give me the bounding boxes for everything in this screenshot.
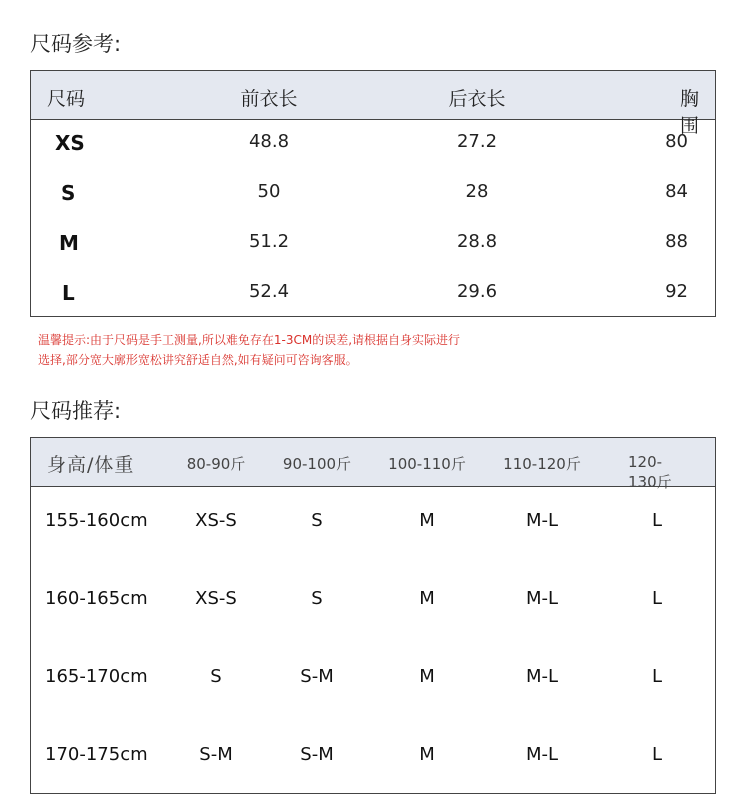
table-row <box>31 720 715 798</box>
recommended-size: S-M <box>300 666 334 687</box>
note-line-2: 选择,部分宽大廓形宽松讲究舒适自然,如有疑问可咨询客服。 <box>38 353 358 367</box>
recommended-size: L <box>651 744 663 765</box>
header-front-length: 前衣长 <box>240 88 298 110</box>
front-length-value: 52.4 <box>248 281 290 302</box>
height-range: 155-160cm <box>45 510 148 531</box>
table-row <box>31 564 715 642</box>
recommended-size: M-L <box>525 666 559 687</box>
recommended-size: S-M <box>300 744 334 765</box>
table-row <box>31 269 715 319</box>
recommended-size: M <box>419 510 435 531</box>
table-row <box>31 169 715 219</box>
recommended-size: L <box>651 510 663 531</box>
front-length-value: 50 <box>257 181 281 202</box>
recommended-size: XS-S <box>195 588 237 609</box>
size-label: M <box>59 231 79 255</box>
recommended-size: M <box>419 666 435 687</box>
chest-value: 88 <box>665 231 688 252</box>
recommended-size: L <box>651 666 663 687</box>
back-length-value: 29.6 <box>456 281 498 302</box>
header-height-weight: 身高/体重 <box>47 454 135 476</box>
recommended-size: S <box>311 510 323 531</box>
size-label: XS <box>55 131 85 155</box>
header-weight-range: 100-110斤 <box>388 455 466 473</box>
front-length-value: 48.8 <box>248 131 290 152</box>
recommended-size: S-M <box>199 744 233 765</box>
chest-value: 84 <box>665 181 688 202</box>
back-length-value: 28.8 <box>456 231 498 252</box>
recommended-size: M-L <box>525 588 559 609</box>
header-weight-range: 110-120斤 <box>503 455 581 473</box>
header-chest: 胸围 <box>679 88 699 137</box>
recommended-size: S <box>311 588 323 609</box>
size-reference-header <box>31 71 715 137</box>
chest-value: 92 <box>665 281 688 302</box>
header-weight-range: 120-130斤 <box>628 453 672 491</box>
recommended-size: M <box>419 588 435 609</box>
size-recommendation-table <box>30 437 716 794</box>
height-range: 160-165cm <box>45 588 148 609</box>
back-length-value: 28 <box>465 181 489 202</box>
header-weight-range: 80-90斤 <box>186 455 246 473</box>
recommended-size: XS-S <box>195 510 237 531</box>
measurement-note <box>38 330 558 370</box>
recommended-size: L <box>651 588 663 609</box>
recommended-size: S <box>210 666 222 687</box>
recommended-size: M <box>419 744 435 765</box>
table-row <box>31 219 715 269</box>
table-row <box>31 486 715 564</box>
size-recommendation-header <box>31 438 715 491</box>
height-range: 170-175cm <box>45 744 148 765</box>
front-length-value: 51.2 <box>248 231 290 252</box>
header-size: 尺码 <box>47 88 86 110</box>
height-range: 165-170cm <box>45 666 148 687</box>
chest-value: 80 <box>665 131 688 152</box>
table-row <box>31 119 715 169</box>
size-reference-title: 尺码参考: <box>30 32 122 56</box>
size-recommendation-title: 尺码推荐: <box>30 399 122 423</box>
size-label: L <box>62 281 75 305</box>
note-line-1: 温馨提示:由于尺码是手工测量,所以难免存在1-3CM的误差,请根据自身实际进行 <box>38 333 461 347</box>
recommended-size: M-L <box>525 744 559 765</box>
size-reference-table <box>30 70 716 317</box>
size-label: S <box>61 181 76 205</box>
table-row <box>31 642 715 720</box>
back-length-value: 27.2 <box>456 131 498 152</box>
header-back-length: 后衣长 <box>448 88 506 110</box>
header-weight-range: 90-100斤 <box>282 455 352 473</box>
recommended-size: M-L <box>525 510 559 531</box>
